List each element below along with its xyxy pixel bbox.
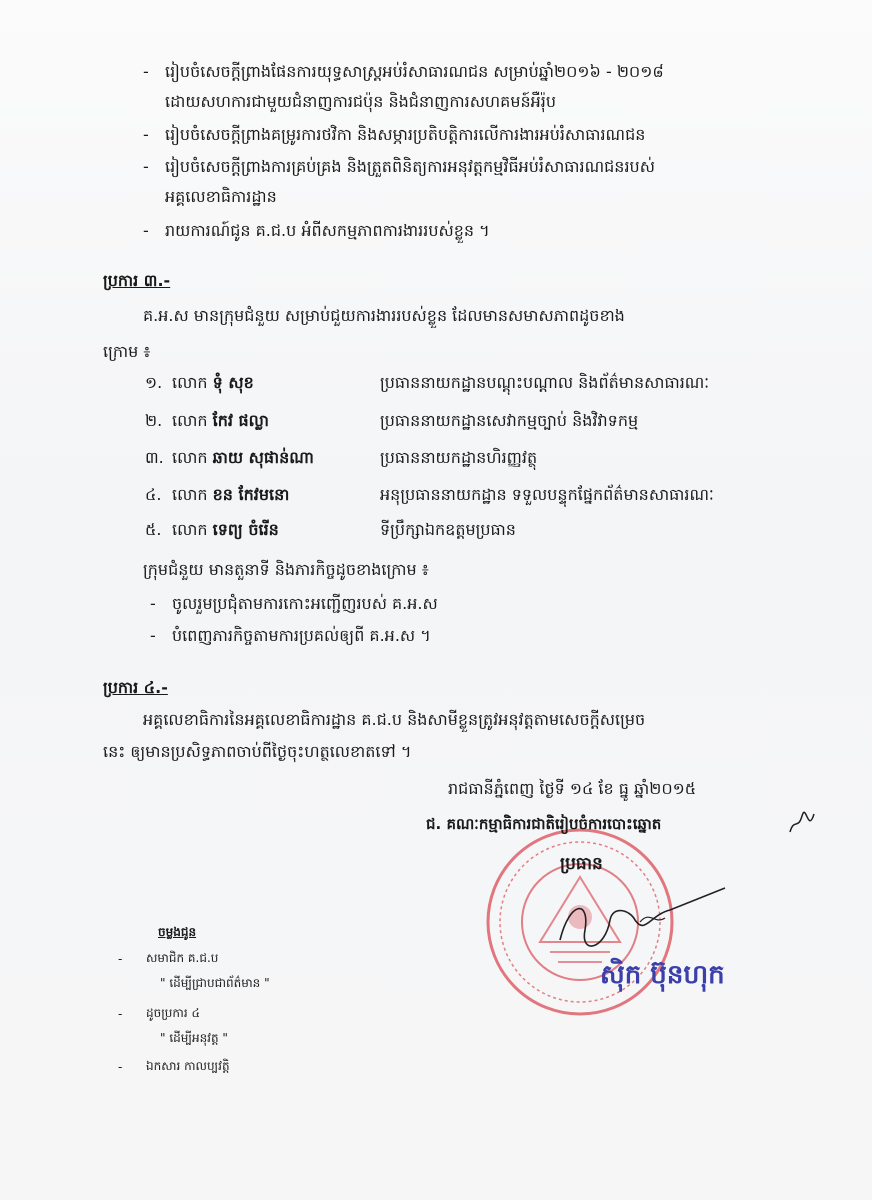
cc-item-1-line2: " ដើម្បីជ្រាបជាព័ត៌មាន " [160,976,270,990]
bullet-1-line1: រៀបចំសេចក្ដីព្រាងផែនការយុទ្ធសាស្ត្រអប់រំសាធារណជន សម្រាប់ឆ្នាំ២០១៦ - ២០១៨ [165,62,664,81]
bullet-4-line1: រាយការណ៍ជូន គ.ជ.ប អំពីសកម្មភាពការងាររបស់ខ្លួន ។ [165,221,490,240]
initial-scribble-icon [788,810,818,838]
cc-title: ចម្លងជូន [158,925,197,939]
member-name: កែវ ផល្លា [212,411,269,430]
article-4-heading: ប្រការ ៤.- [103,678,168,697]
bullet-3-line1: រៀបចំសេចក្ដីព្រាងការគ្រប់គ្រង និងត្រួតពិនិត្យការអនុវត្តកម្មវិធីអប់រំសាធារណជនរបស់ [165,157,655,176]
member-4 [172,484,289,508]
member-title: លោក [172,411,208,430]
member-title: លោក [172,373,208,392]
bullet-1-line2: ដោយសហការជាមួយជំនាញការជប៉ុន និងជំនាញការសហគមន៍អឺរ៉ុប [165,92,557,111]
bullet-dash: - [143,125,149,144]
member-role: ប្រធាននាយកដ្ឋានបណ្ដុះបណ្ដាល និងព័ត៌មានសាធារណៈ [380,373,710,392]
cc-item-2-line2: " ដើម្បីអនុវត្ត " [160,1031,228,1045]
member-1 [172,372,254,396]
article-3-paragraph-line1: គ.អ.ស មានក្រុមជំនួយ សម្រាប់ជួយការងាររបស់ខ្លួន ដែលមានសមាសភាពដូចខាង [143,306,625,325]
member-title: លោក [172,448,208,467]
organization-name: ជ. គណៈកម្មាធិការជាតិរៀបចំការបោះឆ្នោត [426,815,662,833]
member-name: ទេព្យ ចំរើន [212,520,279,539]
member-number: ១. [145,373,163,392]
article-3-heading: ប្រការ ៣.- [103,271,171,290]
member-role: ទីប្រឹក្សាឯកឧត្ដមប្រធាន [380,520,516,539]
bullet-dash: - [150,594,156,613]
bullet-dash: - [143,157,149,176]
signing-date: រាជធានីភ្នំពេញ ថ្ងៃទី ១៤ ខែ ធ្នូ ឆ្នាំ២០១៥ [448,779,697,798]
member-2 [172,410,269,434]
member-title: លោក [172,485,208,504]
duty-1: ចូលរួមប្រជុំតាមការកោះអញ្ជើញរបស់ គ.អ.ស [172,594,438,613]
article-4-paragraph-line2: នេះ ឲ្យមានប្រសិទ្ធភាពចាប់ពីថ្ងៃចុះហត្ថលេខាតទៅ ។ [103,742,412,761]
bullet-dash: - [118,952,123,966]
member-number: ៣. [145,448,164,467]
signatory-name: ស៊ិក ប៊ុនហុក [600,960,725,990]
bullet-dash: - [150,626,156,645]
article-3-paragraph-line2: ក្រោម ៖ [103,342,151,361]
member-title: លោក [172,520,208,539]
handwritten-signature-icon [550,880,730,960]
cc-item-2-line1: ដូចប្រការ ៤ [146,1006,200,1020]
member-number: ៥. [145,520,162,539]
duties-intro: ក្រុមជំនួយ មានតួនាទី និងភារកិច្ចដូចខាងក្រោម ៖ [143,560,429,579]
member-3 [172,447,314,471]
member-name: ឆាយ សុផាន់ណា [212,448,314,467]
cc-item-3-line1: ឯកសារ កាលប្បវត្តិ [146,1059,230,1073]
member-number: ២. [145,411,163,430]
bullet-3-line2: អគ្គលេខាធិការដ្ឋាន [165,187,277,206]
duty-2: បំពេញភារកិច្ចតាមការប្រគល់ឲ្យពី គ.អ.ស ។ [172,626,431,645]
bullet-2-line1: រៀបចំសេចក្ដីព្រាងគម្រូរការថវិកា និងសម្ភារប្រតិបត្តិការលើការងារអប់រំសាធារណជន [165,125,646,144]
member-role: ប្រធាននាយកដ្ឋានហិរញ្ញវត្ថុ [380,448,538,467]
bullet-dash: - [118,1007,123,1021]
bullet-dash: - [143,62,149,81]
member-role: អនុប្រធាននាយកដ្ឋាន ទទួលបន្ទុកផ្នែកព័ត៌មានសាធារណៈ [380,485,714,504]
article-4-paragraph-line1: អគ្គលេខាធិការនៃអគ្គលេខាធិការដ្ឋាន គ.ជ.ប និងសាមីខ្លួនត្រូវអនុវត្តតាមសេចក្ដីសម្រេច [143,710,646,729]
member-number: ៤. [145,485,162,504]
member-name: ទុំ សុខ [212,373,254,392]
member-name: ខន កែវមនោ [212,485,290,504]
cc-item-1-line1: សមាជិក គ.ជ.ប [146,951,219,965]
member-role: ប្រធាននាយកដ្ឋានសេវាកម្មច្បាប់ និងវិវាទកម្ម [380,411,639,430]
bullet-dash: - [143,221,149,240]
bullet-dash: - [118,1060,123,1074]
member-5 [172,519,279,543]
signatory-position: ប្រធាន [560,854,603,874]
